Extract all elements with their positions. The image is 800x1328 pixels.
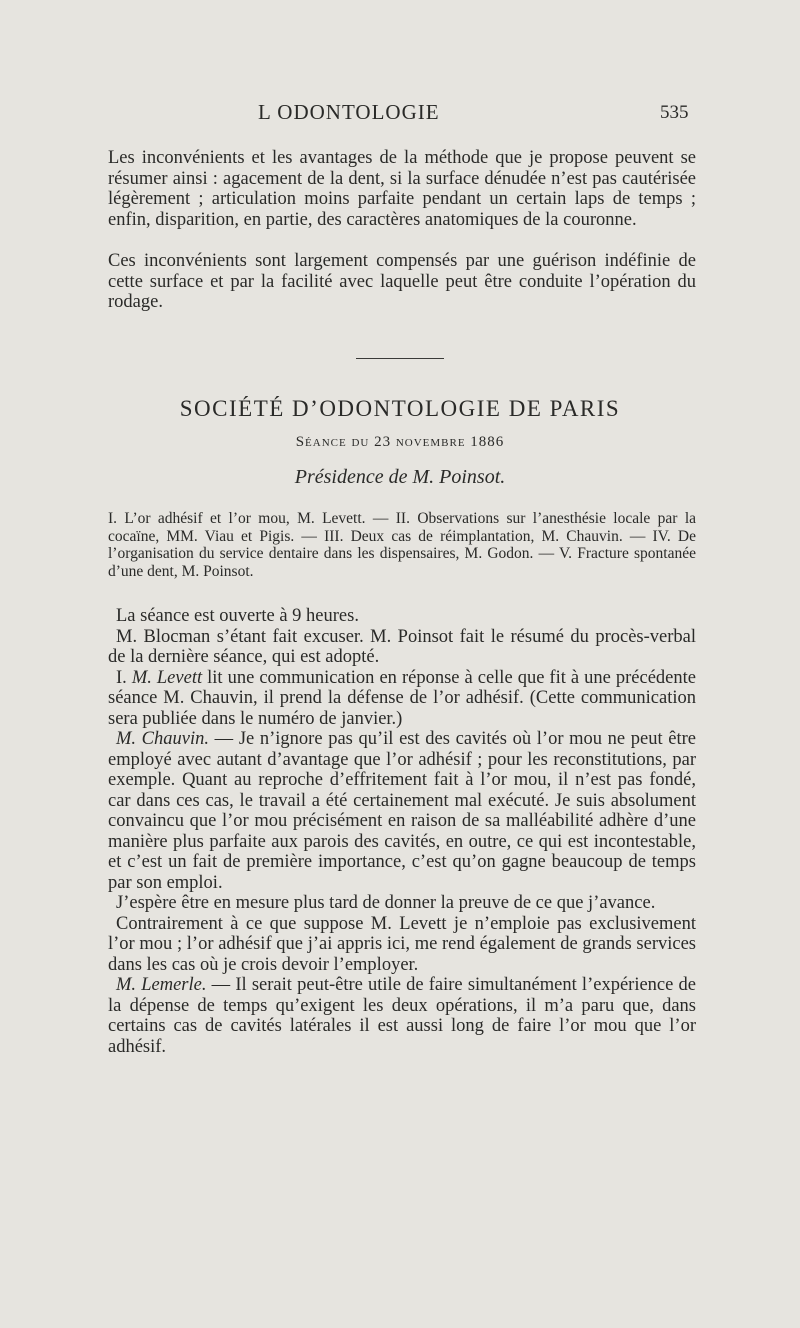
page-header (0, 100, 800, 126)
item-number: I. (116, 667, 132, 688)
minutes-paragraph-3 (108, 668, 696, 730)
minutes-paragraph-6: Contrairement à ce que suppose M. Levett je n’emploie pas exclusivement l’or mou ; l’or adhésif que j’ai appris ici, me rend également de grands services dans les cas où je crois devoir l’employer. (108, 913, 696, 975)
paragraph-text: lit une communication en réponse à celle que fit à une précédente séance M. Chauvin, il prend la défense de l’or adhésif. (Cette communication sera publiée dans le numéro de janvier.) (108, 667, 696, 729)
presidency-line: Présidence de M. Poinsot. (294, 466, 506, 488)
minutes-paragraph-4 (108, 729, 696, 893)
paragraph-text: — Je n’ignore pas qu’il est des cavités où l’or mou ne peut être employé avec autant d’avantage que l’or adhésif ; pour les reconstitutions, par exemple. Quant au reproche d’effritement fait à l’or mou, il n’est pas fondé, car dans ces cas, le travail a été certainement mal exécuté. Je suis absolument convaincu que l’or mou précisément en raison de sa malléabilité adhère d’une manière plus parfaite aux parois des cavités, en outre, ce qui est incontestable, et c’est un fait de première importance, c’est qu’on gagne beaucoup de temps par son emploi. (108, 729, 696, 893)
speaker-lemerle: M. Lemerle. (116, 975, 207, 995)
speaker-chauvin: M. Chauvin. (116, 729, 210, 749)
minutes-paragraph-7 (108, 975, 696, 1057)
intro-paragraph-2: Ces inconvénients sont largement compensés par une guérison indéfinie de cette surface et par la facilité avec laquelle peut être conduite l’opération du rodage. (108, 251, 696, 312)
agenda-summary: I. L’or adhésif et l’or mou, M. Levett. — II. Observations sur l’anesthésie locale par la cocaïne, MM. Viau et Pigis. — III. Deux cas de réimplantation, M. Chauvin. — IV. De l’organisation du service dentaire dans les dispensaires, M. Godon. — V. Fracture spontanée d’une dent, M. Poinsot. (108, 510, 696, 580)
paragraph-text: — Il serait peut-être utile de faire simultanément l’expérience de la dépense de temps qu’exigent les deux opérations, il m’a paru que, dans certains cas de cavités latérales il est aussi long de faire l’or mou que l’or adhésif. (108, 975, 696, 1057)
session-date: Séance du 23 novembre 1886 (295, 434, 505, 450)
section-divider (356, 358, 444, 359)
minutes-paragraph-2: M. Blocman s’étant fait excuser. M. Poinsot fait le résumé du procès-verbal de la dernière séance, qui est adopté. (108, 626, 696, 667)
speaker-levett: M. Levett (131, 667, 203, 688)
intro-paragraph-1: Les inconvénients et les avantages de la méthode que je propose peuvent se résumer ainsi : agacement de la dent, si la surface dénudée n’est pas cautérisée légèrement ; articulation moins parfaite pendant un certain laps de temps ; enfin, disparition, en partie, des caractères anatomiques de la couronne. (108, 148, 696, 230)
society-title: SOCIÉTÉ D’ODONTOLOGIE DE PARIS (179, 396, 621, 421)
page-number: 535 (660, 102, 689, 123)
minutes-paragraph-5: J’espère être en mesure plus tard de donner la preuve de ce que j’avance. (116, 893, 656, 913)
running-title: L ODONTOLOGIE (258, 100, 440, 124)
minutes-body (108, 606, 696, 1057)
minutes-paragraph-1: La séance est ouverte à 9 heures. (116, 606, 359, 626)
